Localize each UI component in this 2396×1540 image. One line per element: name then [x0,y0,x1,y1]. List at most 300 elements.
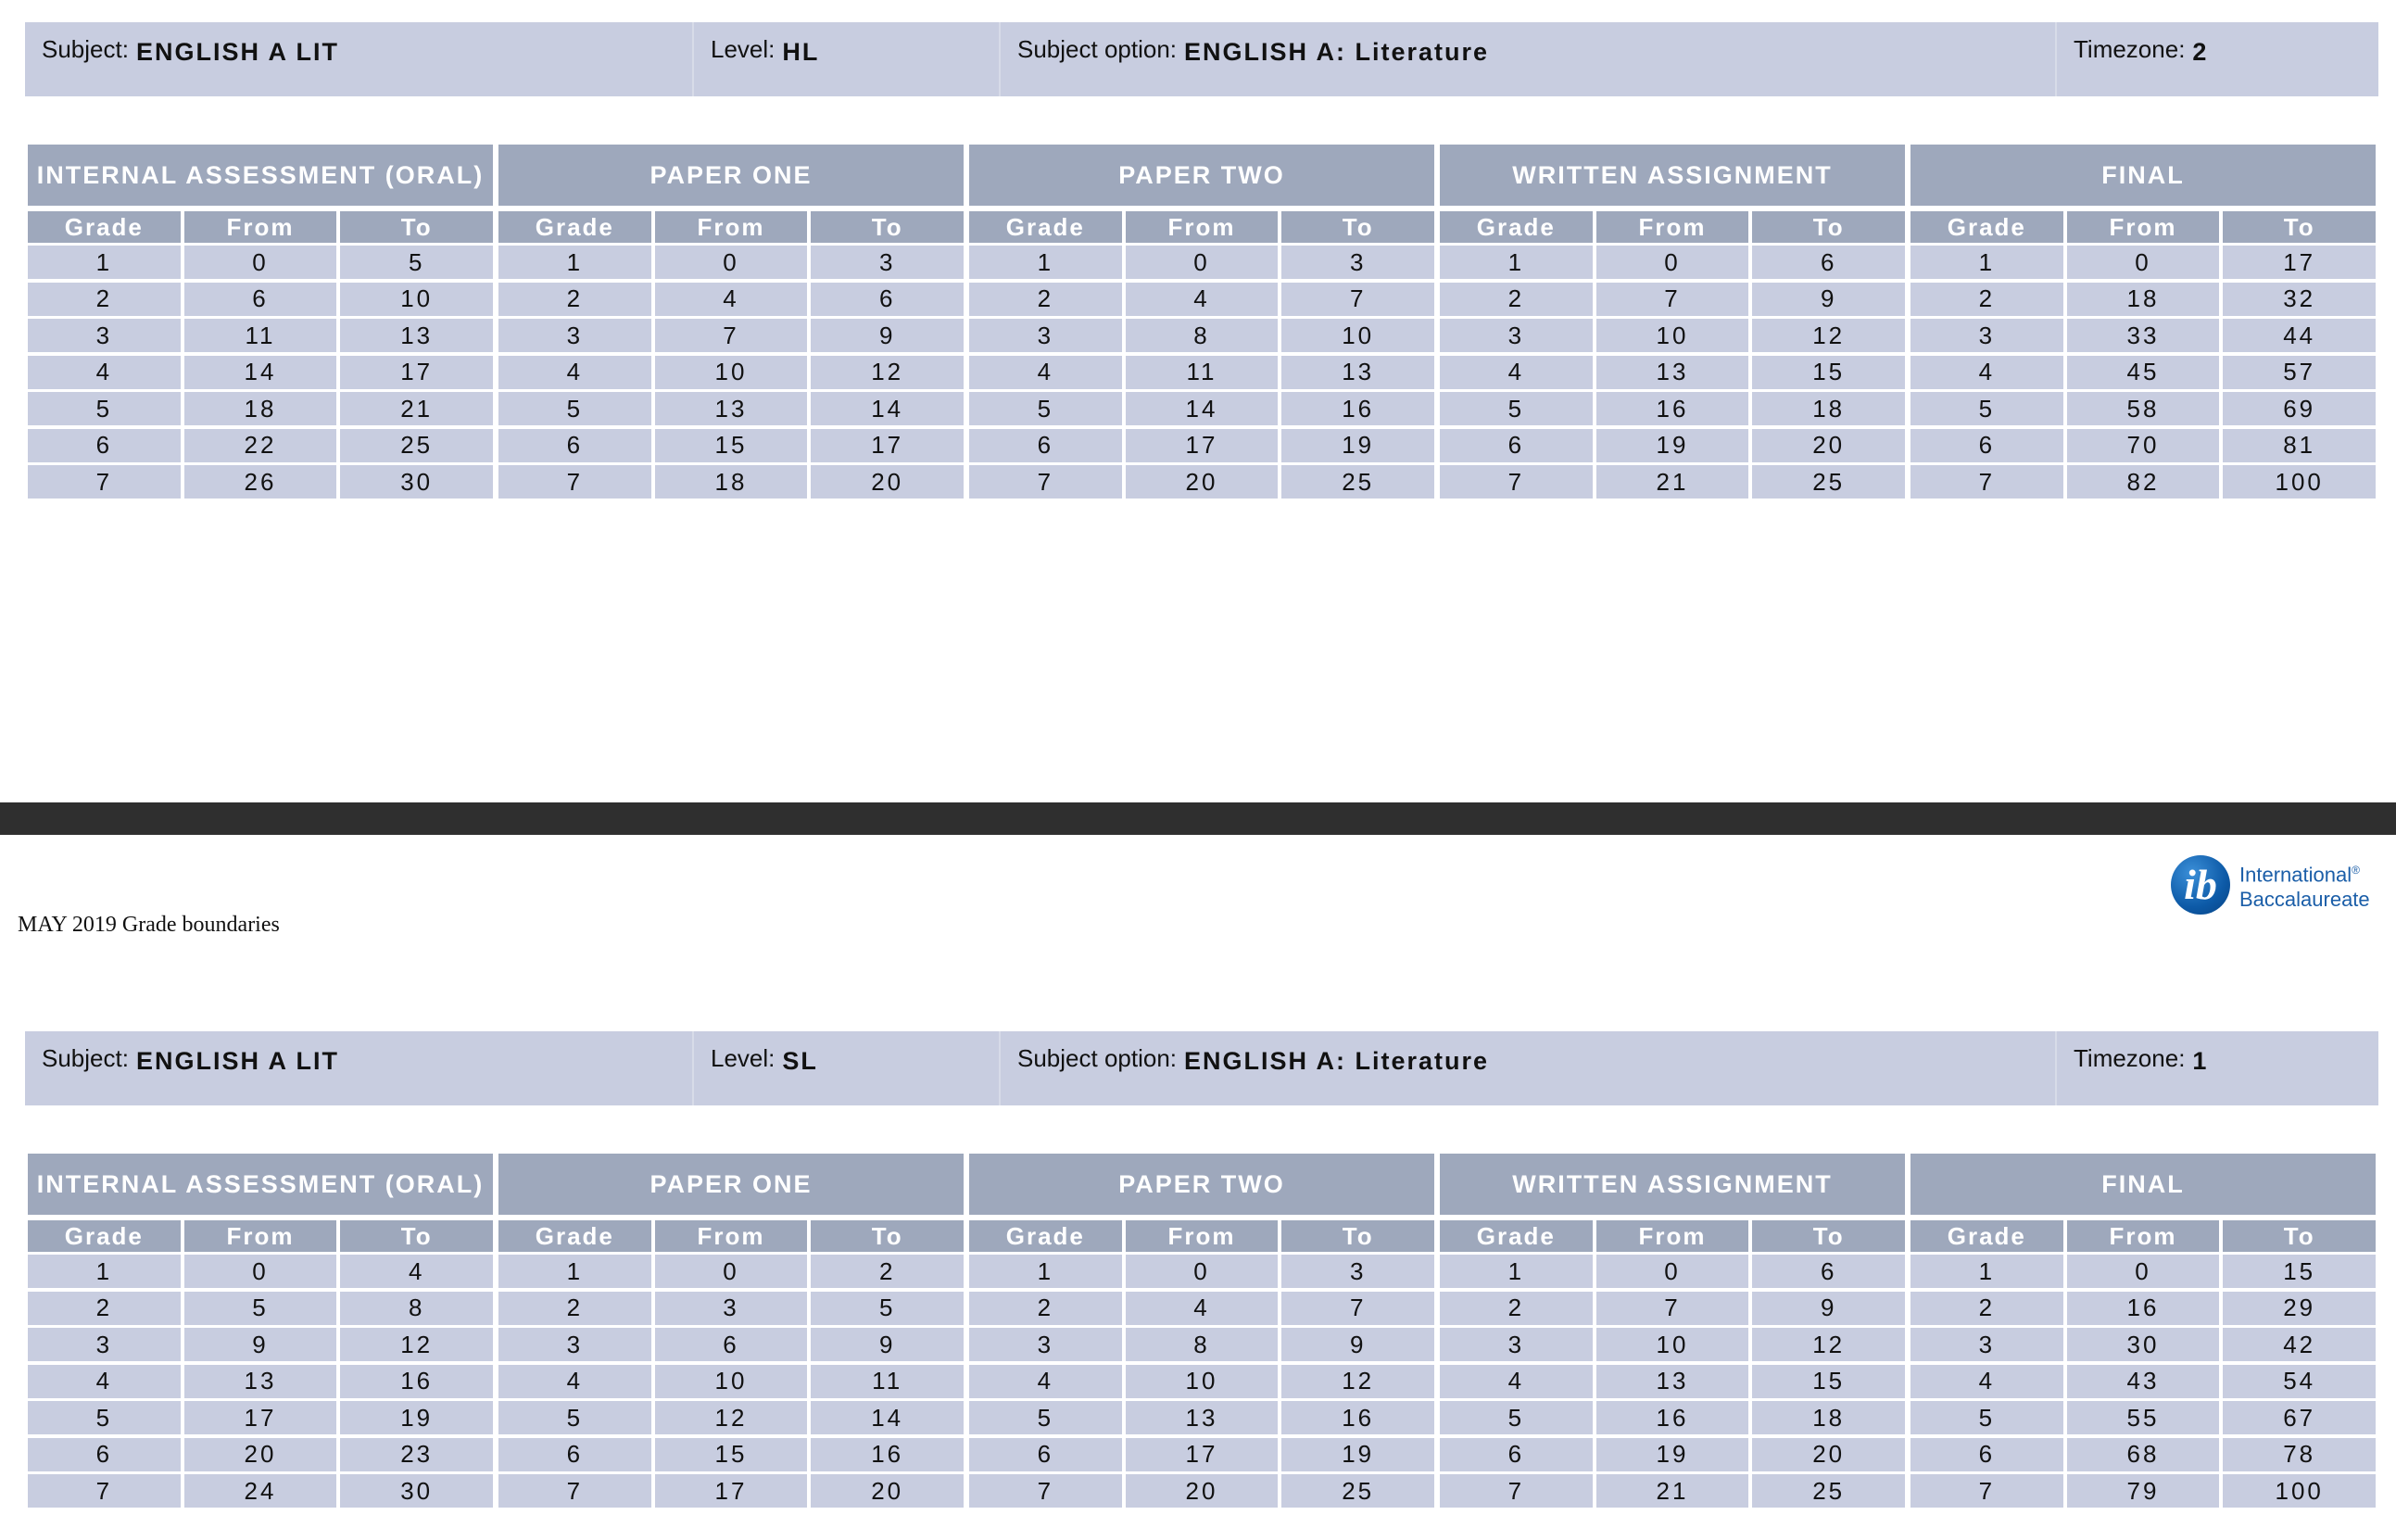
table-cell: 11 [811,1365,964,1398]
section-header: FINAL [1910,145,2376,206]
table-cell: 2 [28,283,181,316]
table-cell: 4 [655,283,808,316]
table-cell: 14 [184,356,337,389]
table-cell: 1 [28,1255,181,1288]
table-cell: 7 [498,465,651,499]
table-cell: 10 [1596,319,1749,352]
table-row [498,319,964,352]
table-cell: 17 [811,429,964,462]
table-cell: 7 [1910,1474,2063,1508]
table-cell: 17 [184,1401,337,1434]
table-row [1910,465,2376,499]
table-cell: 30 [340,465,493,499]
table-cell: 0 [184,246,337,279]
table-row [28,319,493,352]
column-header: To [2223,211,2376,243]
table-cell: 42 [2223,1328,2376,1361]
table-cell: 0 [2067,246,2220,279]
table-cell: 4 [1126,283,1279,316]
table-cell: 26 [184,465,337,499]
table-row [28,1438,493,1471]
table-cell: 2 [28,1292,181,1325]
column-header: To [811,1220,964,1252]
column-headers [1440,1220,1905,1252]
section-header: WRITTEN ASSIGNMENT [1440,1154,1905,1215]
table-cell: 9 [184,1328,337,1361]
table-row [28,1328,493,1361]
table-cell: 3 [655,1292,808,1325]
table-cell: 4 [1440,1365,1593,1398]
table-cell: 20 [1752,429,1905,462]
table-cell: 6 [498,1438,651,1471]
table-cell: 7 [1281,1292,1434,1325]
table-row [1440,1255,1905,1288]
section-final [1910,145,2376,502]
table-cell: 4 [28,1365,181,1398]
table-row [1910,283,2376,316]
table-cell: 2 [1440,283,1593,316]
table-cell: 57 [2223,356,2376,389]
column-header: From [1596,1220,1749,1252]
table-cell: 12 [1752,319,1905,352]
column-headers [28,1220,493,1252]
table-cell: 5 [1910,392,2063,425]
table-cell: 9 [1752,283,1905,316]
section-header: INTERNAL ASSESSMENT (ORAL) [28,1154,493,1215]
table-row [1440,246,1905,279]
section-internal-assessment-oral [28,1154,493,1511]
table-cell: 25 [340,429,493,462]
table-row [28,465,493,499]
table-cell: 0 [1596,1255,1749,1288]
table-row [28,392,493,425]
table-cell: 7 [498,1474,651,1508]
column-headers [498,1220,964,1252]
section-header: PAPER TWO [969,1154,1434,1215]
level-cell [694,1031,1001,1105]
table-cell: 16 [811,1438,964,1471]
table-cell: 11 [184,319,337,352]
table-cell: 100 [2223,1474,2376,1508]
table-cell: 68 [2067,1438,2220,1471]
table-cell: 1 [1910,1255,2063,1288]
table-cell: 3 [498,1328,651,1361]
subject-cell [25,22,694,96]
subject-info-bar-hl [25,22,2378,96]
subject-option-value: ENGLISH A: Literature [1184,38,1490,66]
table-cell: 4 [498,356,651,389]
table-cell: 2 [1910,1292,2063,1325]
table-cell: 4 [969,356,1122,389]
grade-boundaries-table-hl [28,145,2376,502]
table-row [1440,1292,1905,1325]
table-row [498,465,964,499]
column-header: Grade [969,211,1122,243]
table-cell: 55 [2067,1401,2220,1434]
column-header: Grade [1910,1220,2063,1252]
table-cell: 33 [2067,319,2220,352]
subject-label: Subject: [42,35,129,63]
table-row [498,429,964,462]
table-cell: 16 [340,1365,493,1398]
table-cell: 3 [1440,1328,1593,1361]
table-cell: 1 [1440,246,1593,279]
table-cell: 82 [2067,465,2220,499]
column-header: To [1752,1220,1905,1252]
table-cell: 0 [1126,246,1279,279]
level-label: Level: [711,35,776,63]
table-row [1910,1401,2376,1434]
table-row [1910,1328,2376,1361]
table-cell: 45 [2067,356,2220,389]
table-row [1440,1474,1905,1508]
section-header: PAPER ONE [498,145,964,206]
table-cell: 5 [184,1292,337,1325]
table-cell: 11 [1126,356,1279,389]
column-headers [969,1220,1434,1252]
column-headers [1910,1220,2376,1252]
table-cell: 16 [2067,1292,2220,1325]
table-row [969,283,1434,316]
table-cell: 3 [1281,1255,1434,1288]
section-header: WRITTEN ASSIGNMENT [1440,145,1905,206]
timezone-cell [2057,22,2378,96]
table-row [498,1328,964,1361]
column-header: From [1596,211,1749,243]
table-cell: 1 [498,246,651,279]
table-row [28,1365,493,1398]
subject-label: Subject: [42,1044,129,1072]
column-header: To [340,211,493,243]
table-row [498,1401,964,1434]
column-header: From [655,211,808,243]
table-cell: 8 [1126,319,1279,352]
table-cell: 21 [340,392,493,425]
table-cell: 4 [1910,356,2063,389]
table-cell: 3 [28,319,181,352]
table-cell: 4 [969,1365,1122,1398]
table-cell: 7 [1596,283,1749,316]
table-cell: 1 [1910,246,2063,279]
table-row [1910,429,2376,462]
table-cell: 5 [969,392,1122,425]
table-cell: 9 [1281,1328,1434,1361]
table-cell: 19 [1596,1438,1749,1471]
table-cell: 20 [184,1438,337,1471]
table-cell: 6 [969,1438,1122,1471]
section-header: PAPER ONE [498,1154,964,1215]
table-row [498,1474,964,1508]
table-cell: 2 [969,283,1122,316]
table-cell: 13 [340,319,493,352]
table-cell: 2 [1910,283,2063,316]
table-cell: 6 [1910,429,2063,462]
table-row [1440,1401,1905,1434]
column-headers [498,211,964,243]
column-header: From [184,211,337,243]
column-header: Grade [1910,211,2063,243]
table-cell: 69 [2223,392,2376,425]
table-row [1910,1438,2376,1471]
section-written-assignment [1440,1154,1905,1511]
table-cell: 3 [28,1328,181,1361]
table-row [969,1292,1434,1325]
table-cell: 18 [1752,1401,1905,1434]
table-cell: 6 [1752,1255,1905,1288]
table-cell: 12 [1752,1328,1905,1361]
table-cell: 3 [1910,319,2063,352]
table-cell: 2 [811,1255,964,1288]
table-cell: 12 [340,1328,493,1361]
table-cell: 78 [2223,1438,2376,1471]
subject-option-cell [1001,1031,2057,1105]
level-value: SL [782,1047,818,1075]
column-header: Grade [969,1220,1122,1252]
table-cell: 16 [1596,1401,1749,1434]
table-cell: 81 [2223,429,2376,462]
table-row [498,1438,964,1471]
timezone-value: 1 [2192,1047,2209,1075]
column-header: From [2067,211,2220,243]
table-cell: 0 [655,246,808,279]
table-row [498,356,964,389]
section-written-assignment [1440,145,1905,502]
table-row [969,1255,1434,1288]
ib-logo-mark-icon: ib [2171,855,2230,915]
table-cell: 15 [2223,1255,2376,1288]
table-cell: 12 [655,1401,808,1434]
table-cell: 23 [340,1438,493,1471]
table-row [969,246,1434,279]
table-row [498,1255,964,1288]
logo-line-2: Baccalaureate [2239,887,2370,911]
table-row [28,429,493,462]
table-row [969,429,1434,462]
table-cell: 7 [1440,465,1593,499]
table-row [969,1365,1434,1398]
table-cell: 0 [1126,1255,1279,1288]
table-cell: 1 [1440,1255,1593,1288]
column-header: Grade [1440,1220,1593,1252]
table-cell: 6 [184,283,337,316]
table-cell: 20 [811,1474,964,1508]
table-cell: 12 [1281,1365,1434,1398]
table-row [969,465,1434,499]
table-cell: 14 [1126,392,1279,425]
table-cell: 58 [2067,392,2220,425]
table-cell: 5 [1910,1401,2063,1434]
table-row [28,1292,493,1325]
table-cell: 1 [28,246,181,279]
table-cell: 6 [811,283,964,316]
table-cell: 4 [1440,356,1593,389]
table-row [28,246,493,279]
table-cell: 13 [1126,1401,1279,1434]
column-headers [1910,211,2376,243]
table-cell: 16 [1596,392,1749,425]
table-row [1440,319,1905,352]
table-cell: 10 [340,283,493,316]
table-cell: 9 [811,1328,964,1361]
table-row [498,1365,964,1398]
table-cell: 6 [655,1328,808,1361]
logo-line-1: International [2239,863,2352,887]
table-cell: 10 [1281,319,1434,352]
table-cell: 18 [184,392,337,425]
table-cell: 3 [498,319,651,352]
table-cell: 9 [811,319,964,352]
table-row [1440,1438,1905,1471]
table-cell: 1 [969,246,1122,279]
table-cell: 6 [1440,1438,1593,1471]
column-header: Grade [1440,211,1593,243]
table-cell: 8 [1126,1328,1279,1361]
table-cell: 24 [184,1474,337,1508]
subject-option-cell [1001,22,2057,96]
table-cell: 13 [184,1365,337,1398]
section-paper-one [498,145,964,502]
subject-value: ENGLISH A LIT [135,38,339,66]
table-row [498,392,964,425]
table-row [969,319,1434,352]
table-cell: 5 [498,1401,651,1434]
table-row [498,246,964,279]
table-row [28,1255,493,1288]
table-cell: 12 [811,356,964,389]
table-cell: 1 [498,1255,651,1288]
table-cell: 7 [28,465,181,499]
table-cell: 6 [28,429,181,462]
table-cell: 6 [969,429,1122,462]
column-header: To [1281,211,1434,243]
table-cell: 20 [1126,465,1279,499]
table-cell: 13 [1596,1365,1749,1398]
table-cell: 22 [184,429,337,462]
table-cell: 17 [1126,1438,1279,1471]
table-cell: 0 [655,1255,808,1288]
table-row [1910,1365,2376,1398]
table-cell: 32 [2223,283,2376,316]
table-row [1440,1365,1905,1398]
table-cell: 3 [811,246,964,279]
table-cell: 0 [1596,246,1749,279]
section-final [1910,1154,2376,1511]
table-cell: 5 [811,1292,964,1325]
table-row [969,1328,1434,1361]
table-cell: 70 [2067,429,2220,462]
table-cell: 9 [1752,1292,1905,1325]
table-cell: 17 [340,356,493,389]
table-row [1910,1292,2376,1325]
table-row [1910,246,2376,279]
table-cell: 17 [2223,246,2376,279]
subject-info-bar-sl [25,1031,2378,1105]
table-cell: 5 [969,1401,1122,1434]
table-cell: 2 [1440,1292,1593,1325]
table-cell: 5 [28,1401,181,1434]
table-cell: 20 [1126,1474,1279,1508]
column-header: Grade [28,211,181,243]
table-cell: 21 [1596,465,1749,499]
table-cell: 10 [655,356,808,389]
section-header: PAPER TWO [969,145,1434,206]
table-cell: 7 [1281,283,1434,316]
table-cell: 43 [2067,1365,2220,1398]
table-cell: 7 [28,1474,181,1508]
table-cell: 29 [2223,1292,2376,1325]
table-row [969,392,1434,425]
column-header: To [811,211,964,243]
table-cell: 20 [1752,1438,1905,1471]
table-cell: 4 [1910,1365,2063,1398]
table-cell: 13 [1281,356,1434,389]
table-cell: 1 [969,1255,1122,1288]
level-cell [694,22,1001,96]
table-cell: 100 [2223,465,2376,499]
table-cell: 13 [1596,356,1749,389]
column-header: Grade [498,1220,651,1252]
table-cell: 3 [1440,319,1593,352]
table-cell: 19 [1596,429,1749,462]
column-header: From [1126,1220,1279,1252]
table-row [1440,465,1905,499]
table-cell: 13 [655,392,808,425]
table-cell: 18 [2067,283,2220,316]
table-cell: 3 [969,319,1122,352]
table-cell: 4 [498,1365,651,1398]
table-cell: 25 [1281,465,1434,499]
table-cell: 3 [969,1328,1122,1361]
table-cell: 7 [969,465,1122,499]
timezone-value: 2 [2192,38,2209,66]
column-header: Grade [498,211,651,243]
column-header: From [2067,1220,2220,1252]
ib-logo-text [2239,858,2370,911]
table-row [1440,356,1905,389]
table-row [498,283,964,316]
table-cell: 6 [1440,429,1593,462]
table-cell: 16 [1281,392,1434,425]
table-cell: 3 [1281,246,1434,279]
table-cell: 18 [1752,392,1905,425]
table-cell: 15 [655,1438,808,1471]
table-cell: 25 [1281,1474,1434,1508]
table-cell: 5 [498,392,651,425]
table-row [1910,1474,2376,1508]
table-cell: 30 [340,1474,493,1508]
table-cell: 6 [28,1438,181,1471]
table-cell: 7 [969,1474,1122,1508]
table-cell: 20 [811,465,964,499]
table-cell: 15 [1752,356,1905,389]
column-header: Grade [28,1220,181,1252]
table-cell: 7 [1910,465,2063,499]
table-cell: 3 [1910,1328,2063,1361]
table-row [1910,1255,2376,1288]
table-cell: 7 [1596,1292,1749,1325]
table-cell: 2 [498,1292,651,1325]
section-header: FINAL [1910,1154,2376,1215]
table-cell: 10 [655,1365,808,1398]
section-paper-one [498,1154,964,1511]
table-row [1440,429,1905,462]
table-row [1910,356,2376,389]
section-paper-two [969,145,1434,502]
table-cell: 4 [340,1255,493,1288]
table-cell: 67 [2223,1401,2376,1434]
table-cell: 19 [340,1401,493,1434]
table-cell: 8 [340,1292,493,1325]
